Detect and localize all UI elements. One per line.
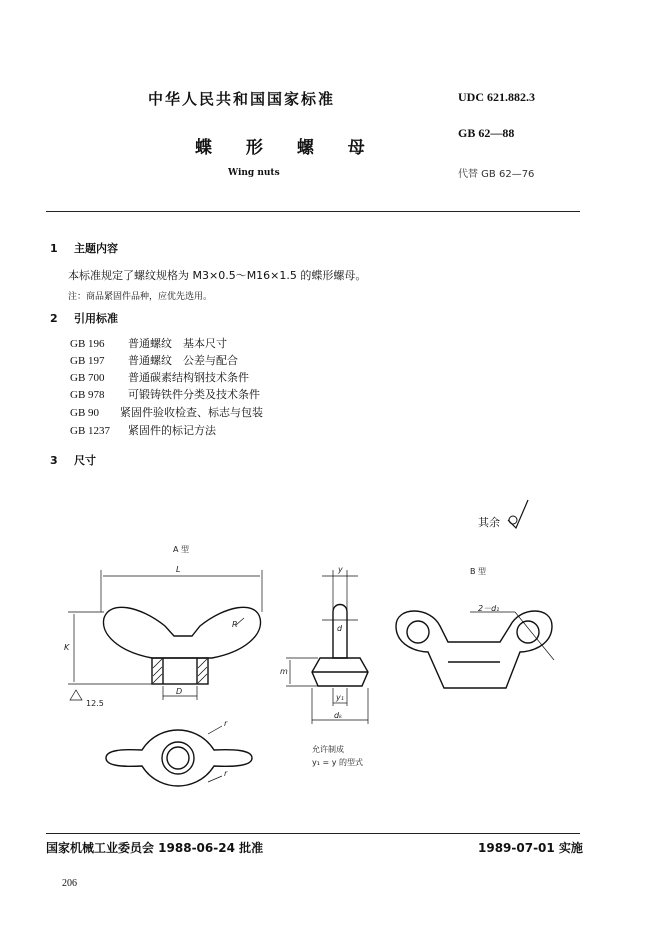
- document-title-en: Wing nuts: [228, 168, 280, 178]
- reference-code: GB 978: [70, 389, 105, 401]
- dim-k: K: [64, 643, 70, 652]
- section-title: 主题内容: [74, 242, 118, 255]
- approval-note: 国家机械工业委员会 1988-06-24 批准: [46, 841, 264, 855]
- dim-2d1: 2－d₁: [478, 604, 500, 613]
- reference-title: 普通碳素结构钢技术条件: [128, 371, 249, 384]
- dim-r: R: [232, 620, 238, 629]
- dim-r-top: r: [224, 719, 228, 728]
- page-number: 206: [62, 878, 77, 889]
- dim-r-bottom: r: [224, 769, 228, 778]
- standard-organization: 中华人民共和国国家标准: [148, 90, 336, 108]
- type-a-hub: [152, 658, 208, 684]
- section-title: 尺寸: [74, 454, 96, 467]
- dim-y1: y₁: [336, 693, 344, 702]
- document-title: 蝶 形 螺 母: [195, 138, 379, 158]
- section-number: 3: [50, 454, 58, 467]
- section-title: 引用标准: [74, 312, 118, 325]
- dim-m: m: [280, 667, 288, 676]
- effective-date: 1989-07-01 实施: [478, 841, 583, 855]
- reference-code: GB 90: [70, 407, 100, 419]
- reference-title: 普通螺纹 公差与配合: [128, 354, 238, 367]
- footer-divider: [46, 833, 580, 834]
- replaces-note: 代替 GB 62—76: [458, 169, 535, 180]
- drawing-note-line1: 允许制成: [312, 745, 344, 754]
- reference-code: GB 1237: [70, 425, 111, 437]
- dim-dk: dₖ: [334, 711, 343, 720]
- dim-y: y: [338, 565, 343, 574]
- dim-l: L: [176, 565, 181, 574]
- gb-number: GB 62—88: [458, 126, 515, 140]
- reference-title: 紧固件的标记方法: [128, 424, 216, 437]
- scope-note: 注：商品紧固件品种，应优先选用。: [68, 292, 213, 302]
- drawing-note-line2: y₁ = y 的型式: [312, 758, 364, 767]
- udc-code: UDC 621.882.3: [458, 90, 535, 104]
- dim-d-upper: D: [176, 687, 183, 696]
- section-number: 1: [50, 242, 58, 255]
- reference-title: 普通螺纹 基本尺寸: [128, 337, 227, 350]
- top-view-outline: [106, 730, 252, 786]
- reference-title: 可锻铸铁件分类及技术条件: [128, 388, 260, 401]
- roughness-value: 12.5: [86, 699, 104, 708]
- type-b-label: B 型: [470, 567, 487, 576]
- section-number: 2: [50, 312, 58, 325]
- reference-title: 紧固件验收检查、标志与包装: [120, 406, 263, 419]
- type-a-wing-outline: [103, 607, 260, 658]
- dim-d: d: [337, 624, 343, 633]
- type-b-outline: [396, 611, 552, 688]
- roughness-label: 其余: [478, 516, 500, 529]
- scope-text: 本标准规定了螺纹规格为 M3×0.5～M16×1.5 的蝶形螺母。: [68, 269, 367, 282]
- reference-code: GB 196: [70, 338, 105, 350]
- type-a-label: A 型: [173, 545, 190, 554]
- reference-code: GB 700: [70, 372, 105, 384]
- reference-code: GB 197: [70, 355, 105, 367]
